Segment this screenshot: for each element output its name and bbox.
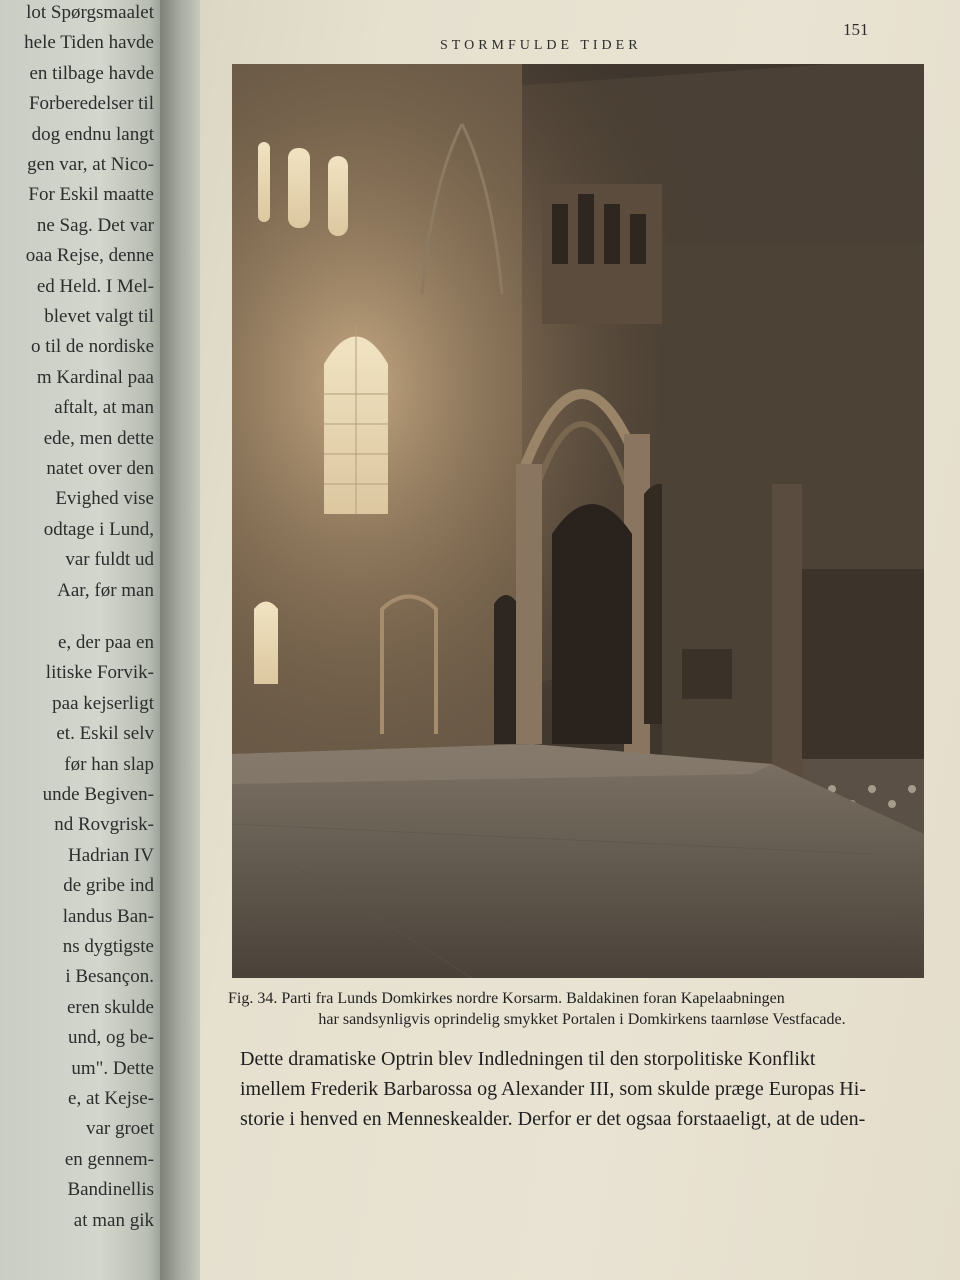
left-page-line: litiske Forvik- xyxy=(45,662,154,684)
left-page-line: um". Dette xyxy=(71,1057,154,1079)
left-page-line: Evighed vise xyxy=(55,488,154,510)
body-text xyxy=(240,1044,940,1134)
left-page-line: ne Sag. Det var xyxy=(36,214,154,236)
left-page-line: at man gik xyxy=(73,1209,154,1231)
left-page-line: o til de nordiske xyxy=(31,336,154,358)
left-page-line: unde Begiven- xyxy=(42,784,154,805)
left-page xyxy=(0,0,168,1280)
left-page-line: en tilbage havde xyxy=(29,62,154,84)
left-page-line: lot Spørgsmaalet xyxy=(26,2,154,23)
left-page-line: Bandinellis xyxy=(67,1179,154,1201)
left-page-line: e, der paa en xyxy=(58,632,154,653)
left-page-line: oaa Rejse, denne xyxy=(25,245,154,267)
page-number: 151 xyxy=(843,20,869,39)
left-page-line: e, at Kejse- xyxy=(68,1088,154,1109)
body-line: imellem Frederik Barbarossa og Alexander III, som skulde præge Europas Hi- xyxy=(240,1078,866,1100)
body-line: storie i henved en Menneskealder. Derfor er det ogsaa forstaaeligt, at de uden- xyxy=(240,1108,866,1130)
running-head: STORMFULDE TIDER xyxy=(440,38,642,53)
left-page-line: nd Rovgrisk- xyxy=(54,814,154,836)
cathedral-photo xyxy=(232,64,924,978)
left-page-line: gen var, at Nico- xyxy=(27,154,154,175)
left-page-line: ed Held. I Mel- xyxy=(36,275,154,297)
left-page-line: i Besançon. xyxy=(65,966,154,988)
left-page-line: blevet valgt til xyxy=(44,306,154,327)
figure-caption xyxy=(228,988,936,1030)
caption-line-2: har sandsynligvis oprindelig smykket Portalen i Domkirkens taarnløse Vestfacade. xyxy=(318,1011,846,1028)
left-page-line: var groet xyxy=(85,1118,154,1140)
left-page-line: ns dygtigste xyxy=(62,936,154,957)
left-page-line: var fuldt ud xyxy=(65,549,154,571)
left-page-line: Forberedelser til xyxy=(28,93,154,115)
left-page-line: eren skulde xyxy=(66,996,154,1018)
left-page-line: For Eskil maatte xyxy=(28,184,154,206)
left-page-line: et. Eskil selv xyxy=(56,723,154,745)
left-page-line: før han slap xyxy=(64,753,154,775)
body-line: Dette dramatiske Optrin blev Indledningen til den storpolitiske Konflikt xyxy=(240,1048,816,1070)
left-page-line: Hadrian IV xyxy=(68,844,154,866)
left-page-line: ede, men dette xyxy=(43,427,154,449)
left-page-line: aftalt, at man xyxy=(54,397,154,419)
left-page-line: odtage i Lund, xyxy=(43,518,154,540)
left-page-line: hele Tiden havde xyxy=(24,32,154,54)
left-page-line: m Kardinal paa xyxy=(36,366,154,388)
left-page-line: paa kejserligt xyxy=(52,692,154,714)
left-page-line: Aar, før man xyxy=(57,579,154,601)
left-page-line: und, og be- xyxy=(67,1027,154,1049)
left-page-line: landus Ban- xyxy=(62,905,154,927)
left-page-line: en gennem- xyxy=(64,1148,154,1170)
caption-line-1: Fig. 34. Parti fra Lunds Domkirkes nordre Korsarm. Baldakinen foran Kapelaabningen xyxy=(228,990,785,1007)
left-page-line: dog endnu langt xyxy=(31,123,154,145)
left-page-line: de gribe ind xyxy=(63,875,154,897)
left-page-line: natet over den xyxy=(46,458,154,479)
